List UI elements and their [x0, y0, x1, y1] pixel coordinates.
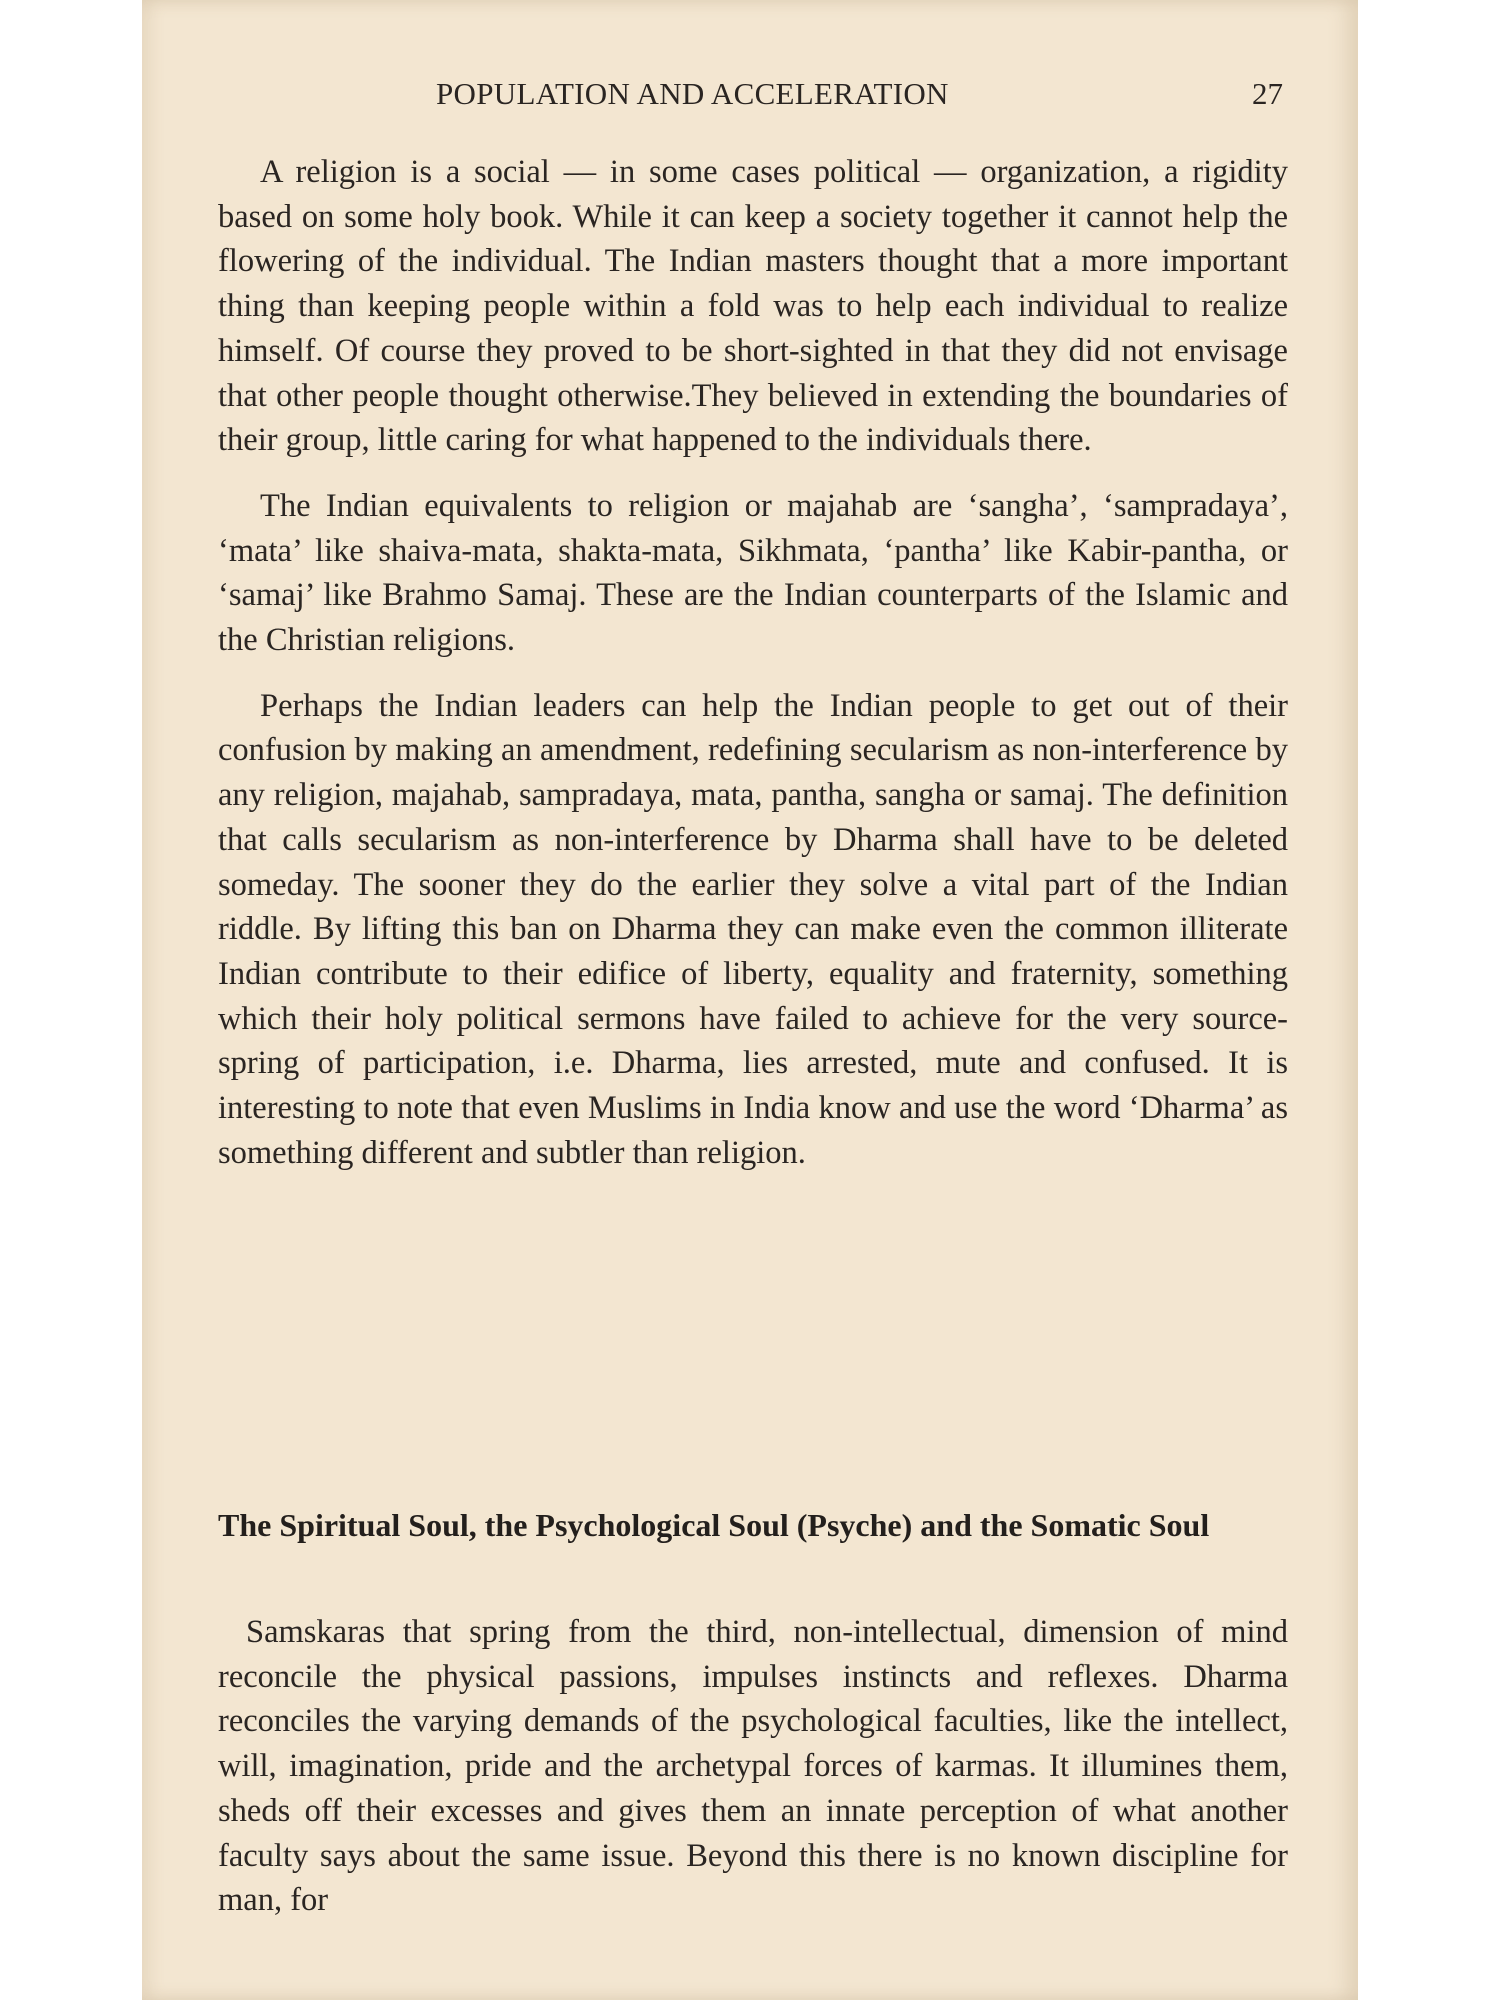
book-page — [142, 0, 1358, 2000]
paragraph-samskaras: Samskaras that spring from the third, non-intellectual, dimension of mind reconcile the physical passions, impulses instincts and reflexes. Dharma reconciles the varying demands of the psychological faculties, like the intellect, will, imagination, pride and the archetypal forces of karmas. It illumines them, sheds off their excesses and gives them an innate perception of what another faculty says about the same issue. Beyond this there is no known discipline for man, for — [218, 1614, 1288, 1919]
paragraph-secularism: Perhaps the Indian leaders can help the Indian people to get out of their confusion by making an amendment, redefining secularism as non-interference by any religion, majahab, sampradaya, mata, pantha, sangha or samaj. The definition that calls secularism as non-interference by Dharma shall have to be deleted someday. The sooner they do the earlier they solve a vital part of the Indian riddle. By lifting this ban on Dharma they can make even the common illiterate Indian contribute to their edifice of liberty, equality and fraternity, something which their holy political sermons have failed to achieve for the very source-spring of participation, i.e. Dharma, lies arrested, mute and confused. It is interesting to note that even Muslims in India know and use the word ‘Dharma’ as something different and subtler than religion. — [218, 687, 1288, 1171]
paragraph-religion: A religion is a social — in some cases political — organization, a rigidity based on some holy book. While it can keep a society together it cannot help the flowering of the individual. The Indian masters thought that a more important thing than keeping people within a fold was to help each individual to realize himself. Of course they proved to be short-sighted in that they did not envisage that other people thought otherwise.They believed in extending the boundaries of their group, little caring for what happened to the individuals there. — [218, 154, 1288, 459]
body-text — [218, 150, 1288, 1175]
page-header — [142, 76, 1358, 116]
page-number: 27 — [1252, 76, 1283, 111]
paragraph-indian-equivalents: The Indian equivalents to religion or majahab are ‘sangha’, ‘sampradaya’, ‘mata’ like shaiva-mata, shakta-mata, Sikhmata, ‘pantha’ like Kabir-pantha, or ‘samaj’ like Brahmo Samaj. These are the Indian counterparts of the Islamic and the Christian religions. — [218, 487, 1288, 659]
section-heading: The Spiritual Soul, the Psychological Soul (Psyche) and the Somatic Soul — [218, 1507, 1210, 1543]
running-title: POPULATION AND ACCELERATION — [436, 76, 949, 111]
